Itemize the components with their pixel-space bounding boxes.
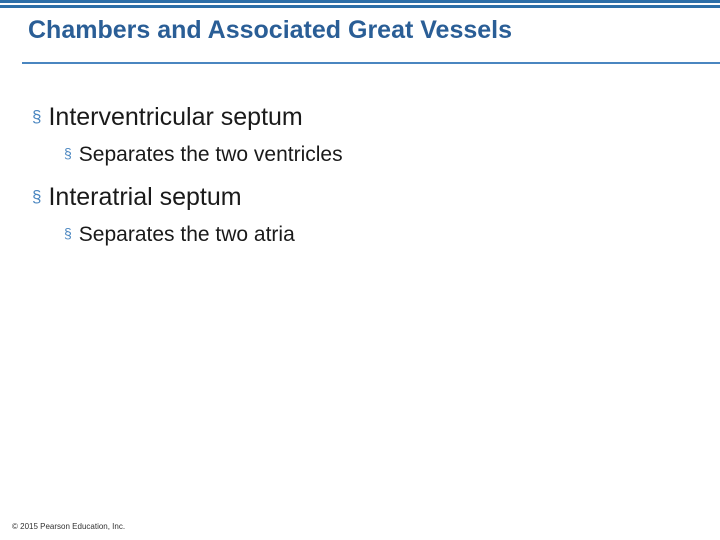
header-stripe-top	[0, 0, 720, 3]
bullet-interatrial-septum	[32, 183, 242, 212]
bullet-marker-icon: §	[32, 187, 42, 206]
bullet-marker-icon: §	[32, 107, 42, 126]
sub-bullet-text: Separates the two atria	[78, 223, 295, 246]
bullet-text: Interventricular septum	[48, 103, 303, 131]
sub-bullet-separates-ventricles	[64, 143, 343, 167]
slide-title: Chambers and Associated Great Vessels	[28, 16, 513, 44]
bullet-interventricular-septum	[32, 103, 303, 132]
header-stripe-bottom	[0, 5, 720, 8]
title-divider	[22, 62, 720, 64]
copyright-footer: © 2015 Pearson Education, Inc.	[12, 522, 126, 531]
sub-bullet-marker-icon: §	[64, 225, 72, 241]
sub-bullet-text: Separates the two ventricles	[78, 143, 343, 166]
sub-bullet-separates-atria	[64, 223, 295, 247]
sub-bullet-marker-icon: §	[64, 145, 72, 161]
header-stripes	[0, 0, 720, 9]
bullet-text: Interatrial septum	[48, 183, 242, 211]
